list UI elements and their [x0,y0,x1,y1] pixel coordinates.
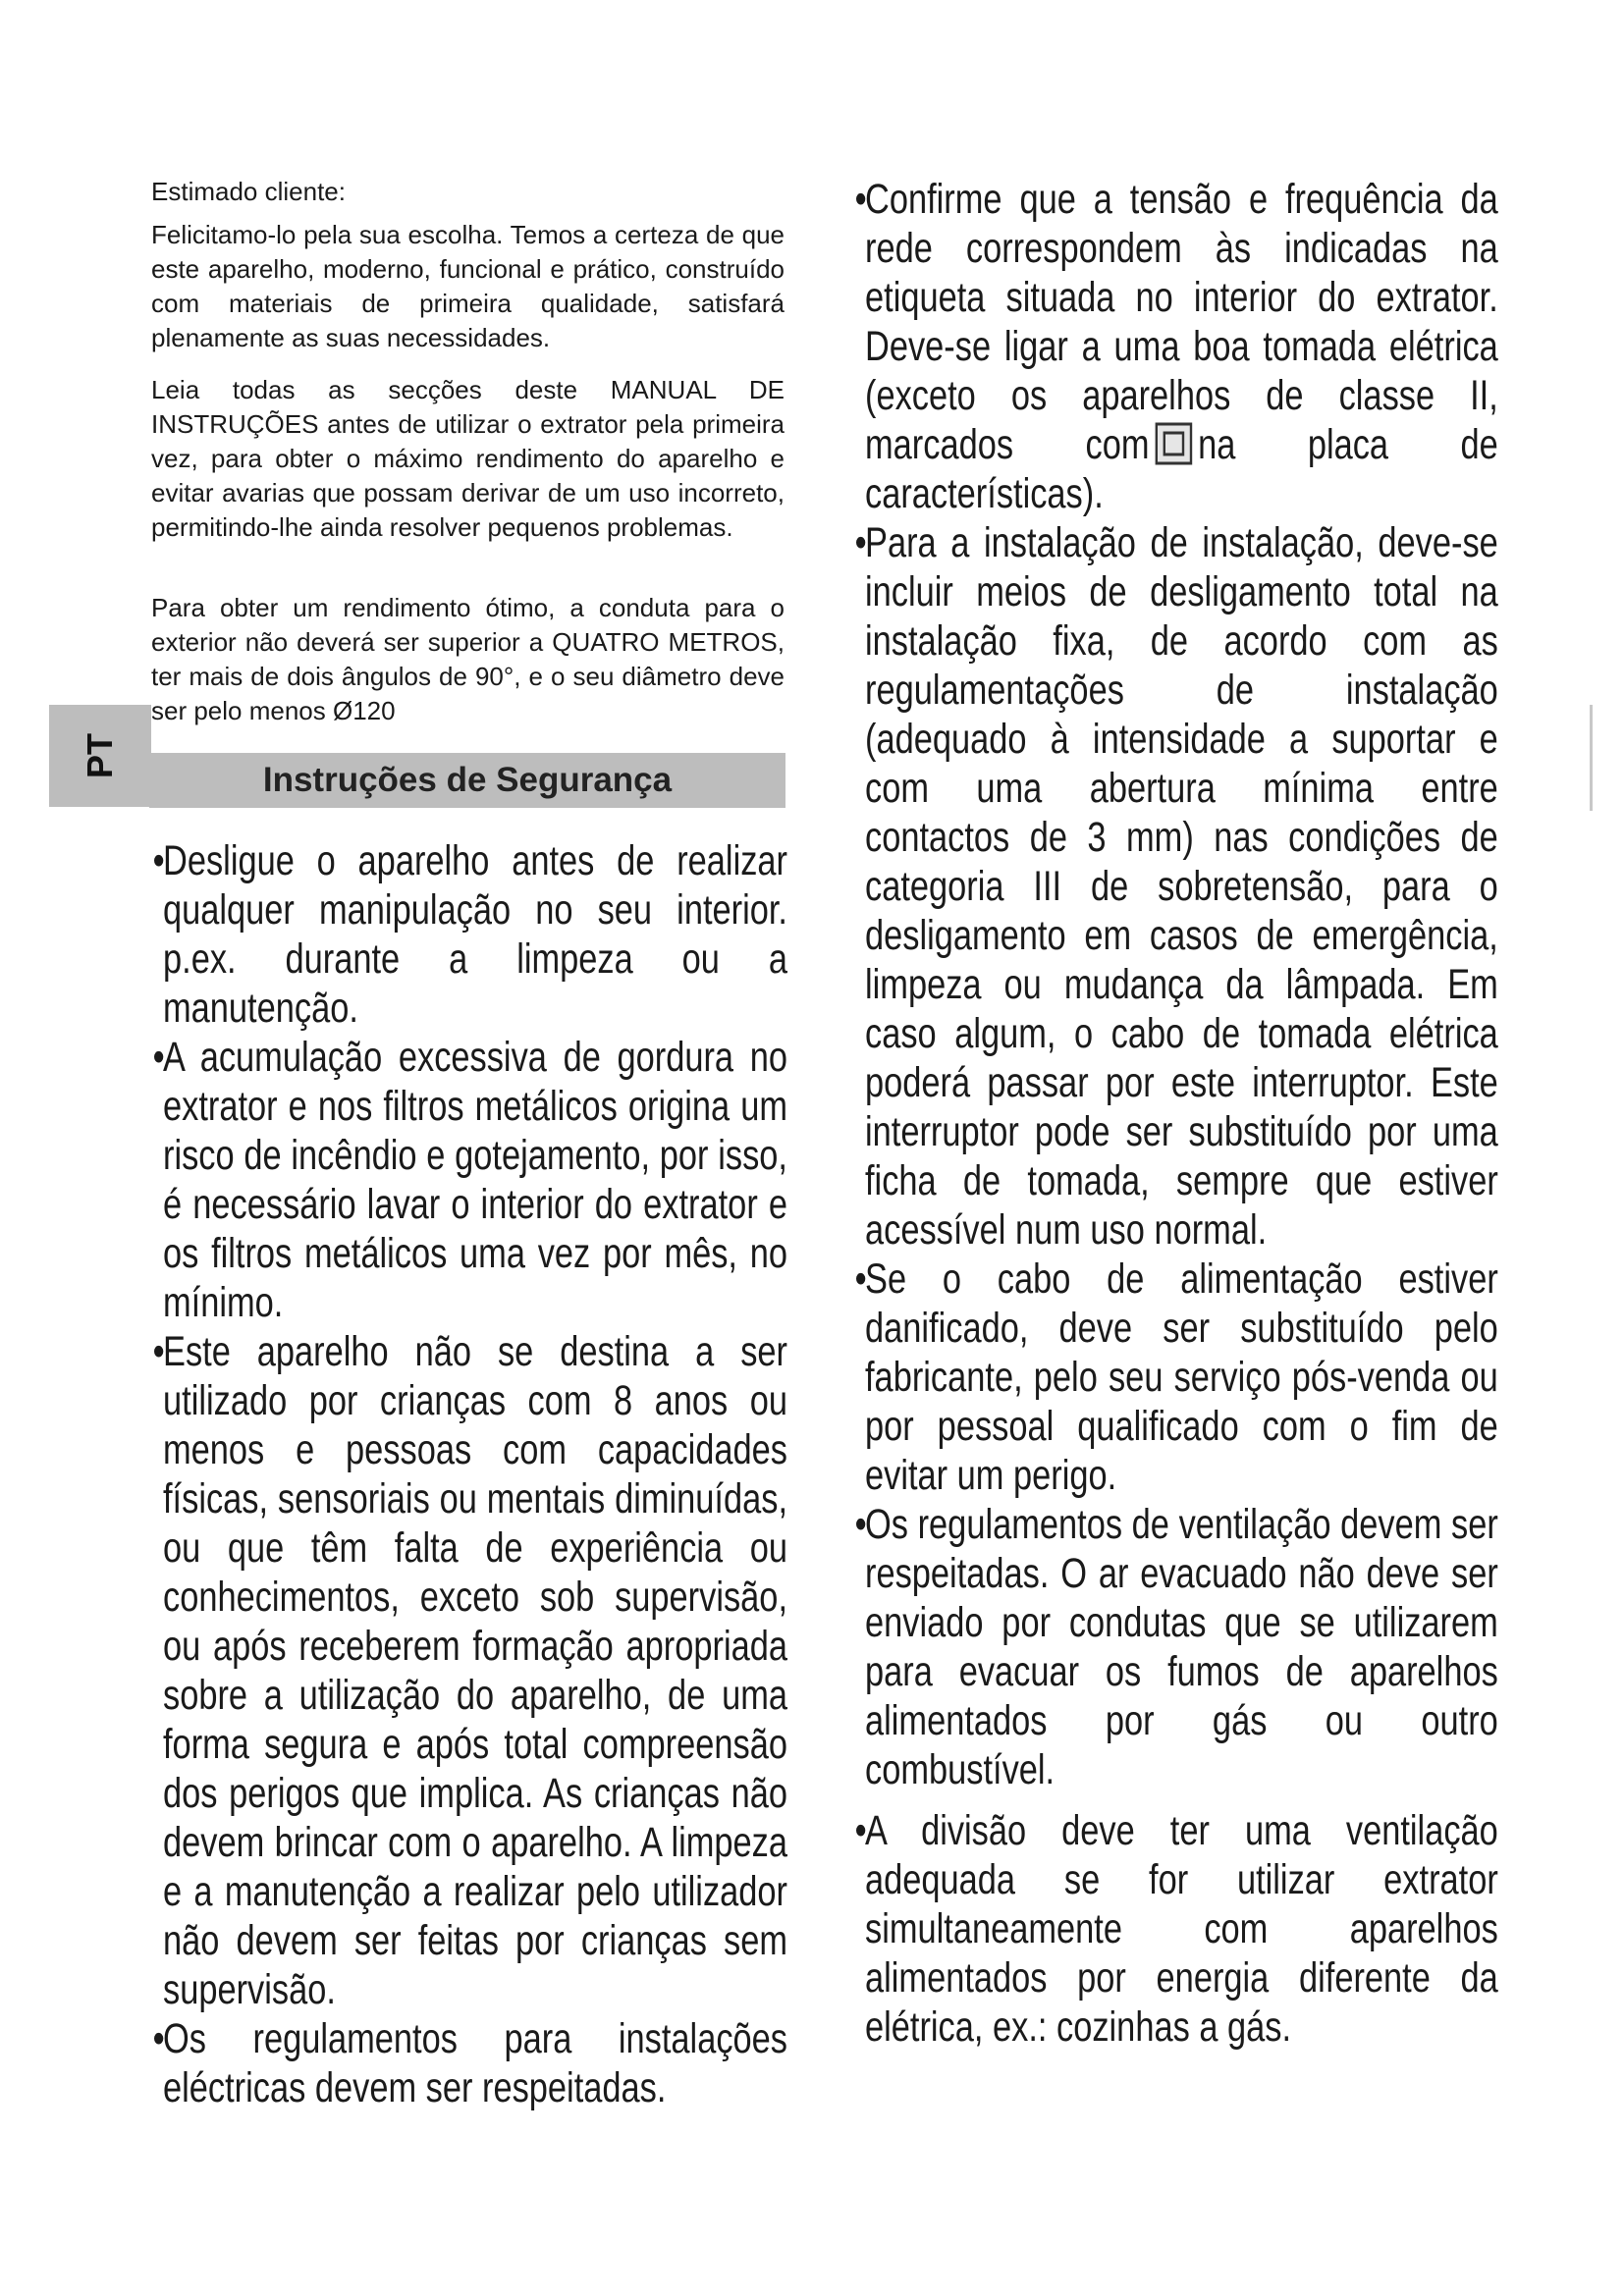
page-edge-mark [1590,705,1593,811]
list-item: • Os regulamentos de ventilação devem ser respeitadas. O ar evacuado não deve ser enviado por condutas que se utilizarem para evacuar os fumos de aparelhos alimentados por gás ou outro combustível. [865,1500,1498,1794]
list-item: • A acumulação excessiva de gordura no extrator e nos filtros metálicos origina um risco de incêndio e gotejamento, por isso, é necessário lavar o interior do extrator e os filtros metálicos uma vez por mês, no mínimo. [163,1033,787,1327]
voltage-text-start: Confirme que a tensão e frequência da rede correspondem às indicadas na etiqueta situada no interior do extrator. Deve-se ligar a uma boa tomada elétrica (exceto os aparelhos de classe II, marcados com [865,176,1498,468]
list-item: • Os regulamentos para instalações eléctricas devem ser respeitadas. [163,2014,787,2112]
read-manual-paragraph: Leia todas as secções deste MANUAL DE INSTRUÇÕES antes de utilizar o extrator pela primeira vez, para obter o máximo rendimento do aparelho e evitar avarias que possam derivar de um uso incorreto, permitindo-lhe ainda resolver pequenos problemas. [151,375,785,542]
safety-list-left [163,836,944,2112]
safety-list-right [865,175,1498,2052]
list-item: • Desligue o aparelho antes de realizar qualquer manipulação no seu interior. p.ex. durante a limpeza ou a manutenção. [163,836,787,1033]
list-item [865,175,1498,518]
voltage-text-end: na placa de características). [865,421,1498,517]
class-ii-icon [1154,421,1193,466]
section-title: Instruções de Segurança [262,761,673,799]
list-item: • A divisão deve ter uma ventilação adequada se for utilizar extrator simultaneamente com aparelhos alimentados por energia diferente da elétrica, ex.: cozinhas a gás. [865,1806,1498,2052]
congratulations-paragraph: Felicitamo-lo pela sua escolha. Temos a certeza de que este aparelho, moderno, funcional e prático, construído com materiais de primeira qualidade, satisfará plenamente as suas necessidades. [151,220,785,352]
list-item: • Para a instalação de instalação, deve-se incluir meios de desligamento total na instalação fixa, de acordo com as regulamentações de instalação (adequado à intensidade a suportar e com uma abertura mínima entre contactos de 3 mm) nas condições de categoria III de sobretensão, para o desligamento em casos de emergência, limpeza ou mudança da lâmpada. Em caso algum, o cabo de tomada elétrica poderá passar por este interruptor. Este interruptor pode ser substituído por uma ficha de tomada, sempre que estiver acessível num uso normal. [865,518,1498,1255]
duct-paragraph: Para obter um rendimento ótimo, a conduta para o exterior não deverá ser superior a QUATRO METROS, ter mais de dois ângulos de 90°, e o seu diâmetro deve ser pelo menos Ø120 [151,593,785,725]
list-item: • Se o cabo de alimentação estiver danificado, deve ser substituído pelo fabricante, pelo seu serviço pós-venda ou por pessoal qualificado com o fim de evitar um perigo. [865,1255,1498,1500]
language-tab-label: PT [80,732,120,779]
section-heading [149,753,785,808]
greeting: Estimado cliente: [151,177,346,206]
list-item: • Este aparelho não se destina a ser utilizado por crianças com 8 anos ou menos e pessoas com capacidades físicas, sensoriais ou mentais diminuídas, ou que têm falta de experiência ou conhecimentos, exceto sob supervisão, ou após receberem formação apropriada sobre a utilização do aparelho, de uma forma segura e após total compreensão dos perigos que implica. As crianças não devem brincar com o aparelho. A limpeza e a manutenção a realizar pelo utilizador não devem ser feitas por crianças sem supervisão. [163,1327,787,2014]
language-tab [49,705,151,807]
